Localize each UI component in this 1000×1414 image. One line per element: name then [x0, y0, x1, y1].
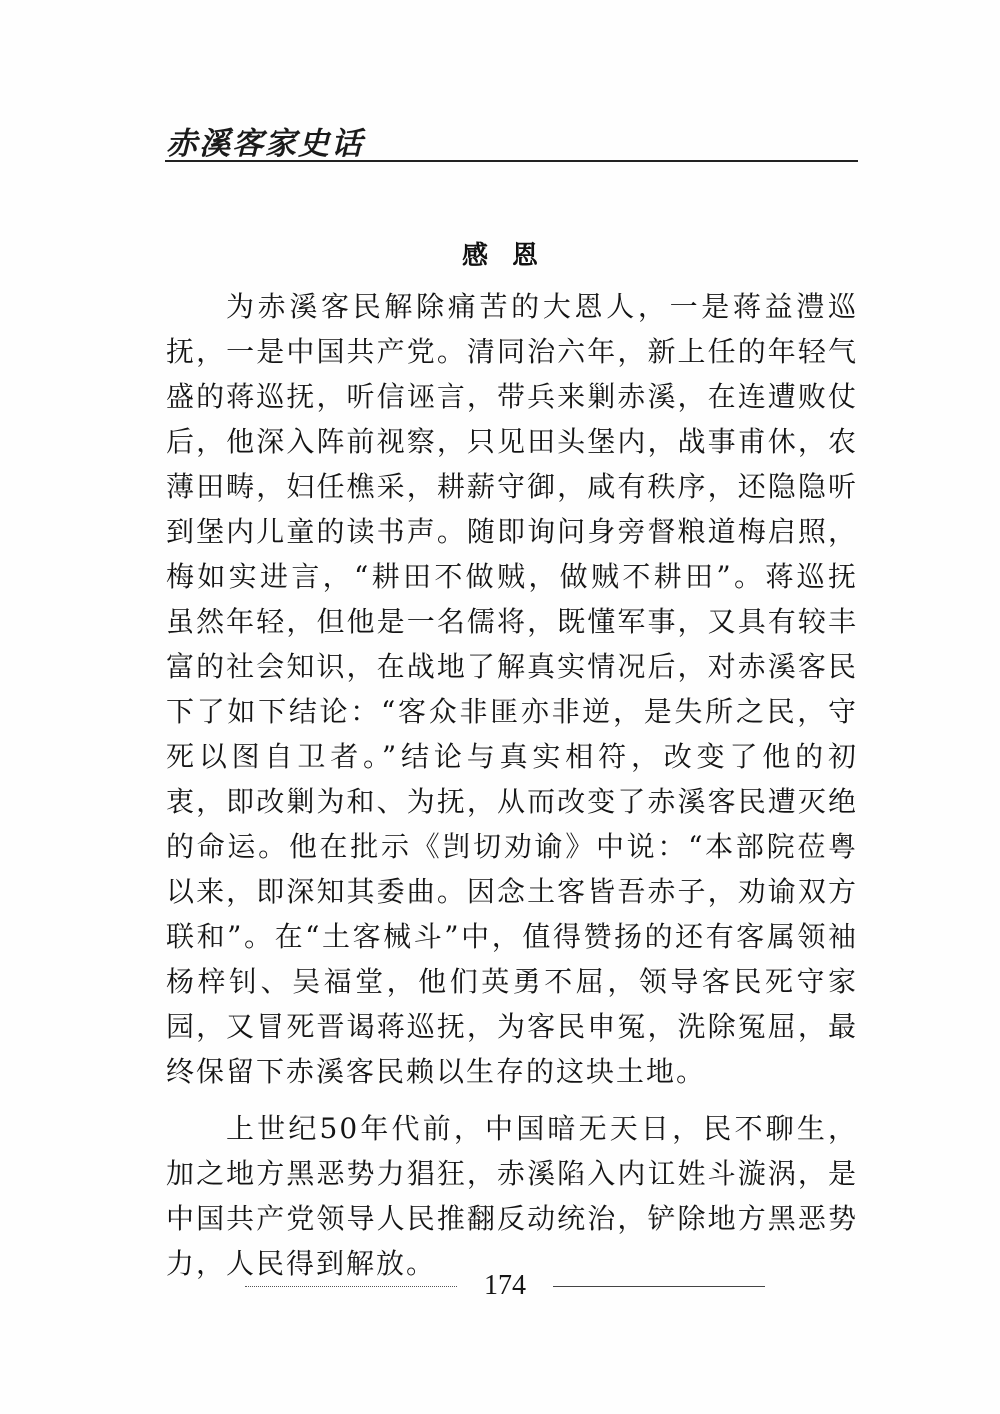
footer-rule-left [245, 1286, 457, 1287]
header-rule [165, 160, 858, 162]
running-head-title: 赤溪客家史话 [166, 126, 364, 162]
article-title: 感恩 [461, 241, 562, 271]
paragraph-1: 为赤溪客民解除痛苦的大恩人，一是蒋益澧巡抚，一是中国共产党。清同治六年，新上任的年轻气盛的蒋巡抚，听信诬言，带兵来剿赤溪，在连遭败仗后，他深入阵前视察，只见田头堡内，战事甫休，农薄田畴，妇任樵采，耕薪守御，咸有秩序，还隐隐听到堡内儿童的读书声。随即询问身旁督粮道梅启照，梅如实进言，“耕田不做贼，做贼不耕田”。蒋巡抚虽然年轻，但他是一名儒将，既懂军事，又具有较丰富的社会知识，在战地了解真实情况后，对赤溪客民下了如下结论：“客众非匪亦非逆，是失所之民，守死以图自卫者。”结论与真实相符，改变了他的初衷，即改剿为和、为抚，从而改变了赤溪客民遭灭绝的命运。他在批示《剀切劝谕》中说：“本部院莅粤以来，即深知其委曲。因念土客皆吾赤子，劝谕双方联和”。在“土客械斗”中，值得赞扬的还有客属领袖杨梓钊、吴福堂，他们英勇不屈，领导客民死守家园，又冒死晋谒蒋巡抚，为客民申冤，洗除冤屈，最终保留下赤溪客民赖以生存的这块土地。 [166, 290, 858, 1088]
paragraph-2: 上世纪50年代前，中国暗无天日，民不聊生，加之地方黑恶势力猖狂，赤溪陷入内讧姓斗漩涡，是中国共产党领导人民推翻反动统治，铲除地方黑恶势力，人民得到解放。 [166, 1112, 858, 1280]
page-number: 174 [484, 1270, 526, 1301]
article-body [166, 284, 858, 1286]
page-footer [245, 1268, 765, 1304]
footer-rule-right [553, 1286, 765, 1287]
